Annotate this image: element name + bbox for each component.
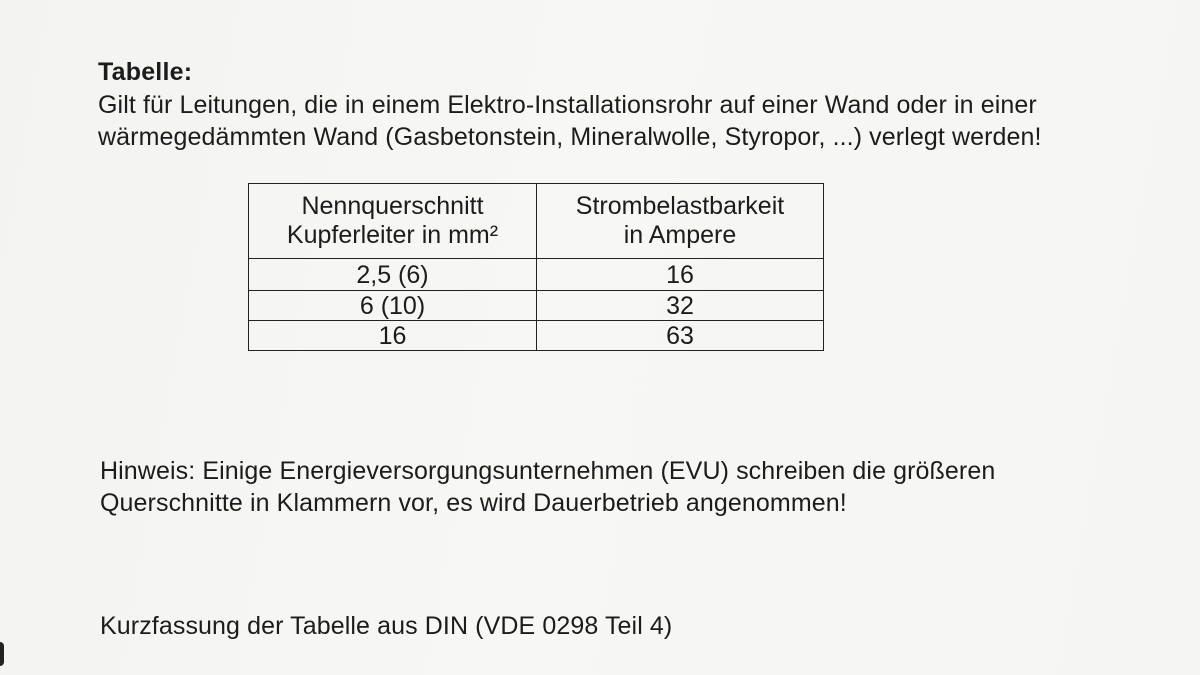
cell-cross-section: 16: [249, 321, 537, 351]
table-header-row: [249, 184, 824, 259]
cell-current: 32: [537, 291, 824, 321]
ampacity-table: [248, 183, 824, 351]
table-row: [249, 259, 824, 291]
header-current-capacity-line-1: Strombelastbarkeit: [575, 192, 785, 220]
header-cross-section-line-2: Kupferleiter in mm²: [286, 221, 499, 249]
ampacity-table-container: [248, 183, 824, 351]
hint-text: [100, 455, 995, 519]
header-current-capacity-line-2: in Ampere: [623, 221, 737, 249]
intro-line-1: Gilt für Leitungen, die in einem Elektro-Installationsrohr auf einer Wand oder in einer: [98, 91, 1037, 119]
table-row: [249, 321, 824, 351]
intro-line-2: wärmegedämmten Wand (Gasbetonstein, Mineralwolle, Styropor, ...) verlegt werden!: [98, 123, 1042, 151]
hint-line-1: Hinweis: Einige Energieversorgungsunternehmen (EVU) schreiben die größeren: [100, 457, 996, 485]
page-edge-mark: [0, 642, 4, 666]
cell-cross-section: 6 (10): [249, 291, 537, 321]
table-row: [249, 291, 824, 321]
header-current-capacity: [537, 184, 824, 259]
cell-current: 16: [537, 259, 824, 291]
hint-line-2: Querschnitte in Klammern vor, es wird Dauerbetrieb angenommen!: [100, 489, 847, 517]
cell-cross-section: 2,5 (6): [249, 259, 537, 291]
source-note: Kurzfassung der Tabelle aus DIN (VDE 0298 Teil 4): [100, 612, 673, 640]
cell-current: 63: [537, 321, 824, 351]
header-cross-section-line-1: Nennquerschnitt: [301, 192, 484, 220]
header-cross-section: [249, 184, 537, 259]
intro-text: [98, 89, 1178, 153]
table-heading: Tabelle:: [98, 58, 193, 86]
